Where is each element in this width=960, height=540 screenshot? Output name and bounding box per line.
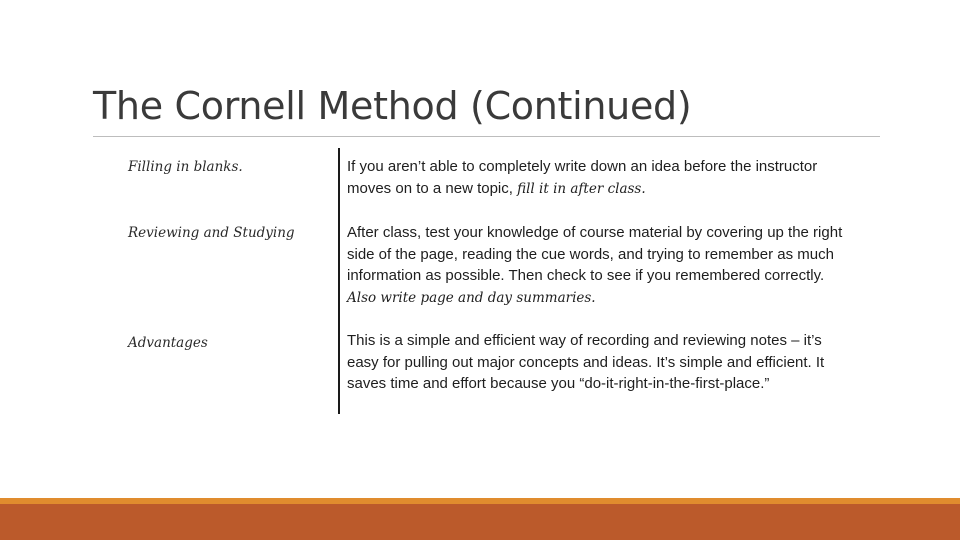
cue-filling-in-blanks: Filling in blanks.	[128, 159, 243, 175]
note-filling-in-blanks	[347, 156, 849, 200]
title-underline	[93, 136, 880, 137]
slide-title: The Cornell Method (Continued)	[93, 84, 692, 128]
note-reviewing-and-studying	[347, 222, 849, 309]
cue-reviewing-and-studying: Reviewing and Studying	[128, 225, 295, 241]
cue-column-divider	[338, 148, 340, 414]
note-advantages	[347, 330, 849, 395]
note-text: This is a simple and efficient way of recording and reviewing notes – it’s easy for pulling out major concepts and ideas. It’s simple and efficient. It saves time and effort because you “do-it-right-in-the-first-place.”	[347, 332, 825, 392]
handwritten-emphasis: fill it in after class.	[517, 180, 646, 197]
footer-accent-line	[0, 498, 960, 504]
note-text: If you aren’t able to completely write down an idea before the instructor moves on to a new topic,	[347, 158, 818, 197]
footer-band	[0, 498, 960, 540]
handwritten-emphasis: Also write page and day summaries.	[347, 289, 596, 306]
note-text: After class, test your knowledge of course material by covering up the right side of the page, reading the cue words, and trying to remember as much information as possible. Then check to see if you remembered correctly.	[347, 224, 843, 284]
cue-advantages: Advantages	[128, 335, 208, 351]
